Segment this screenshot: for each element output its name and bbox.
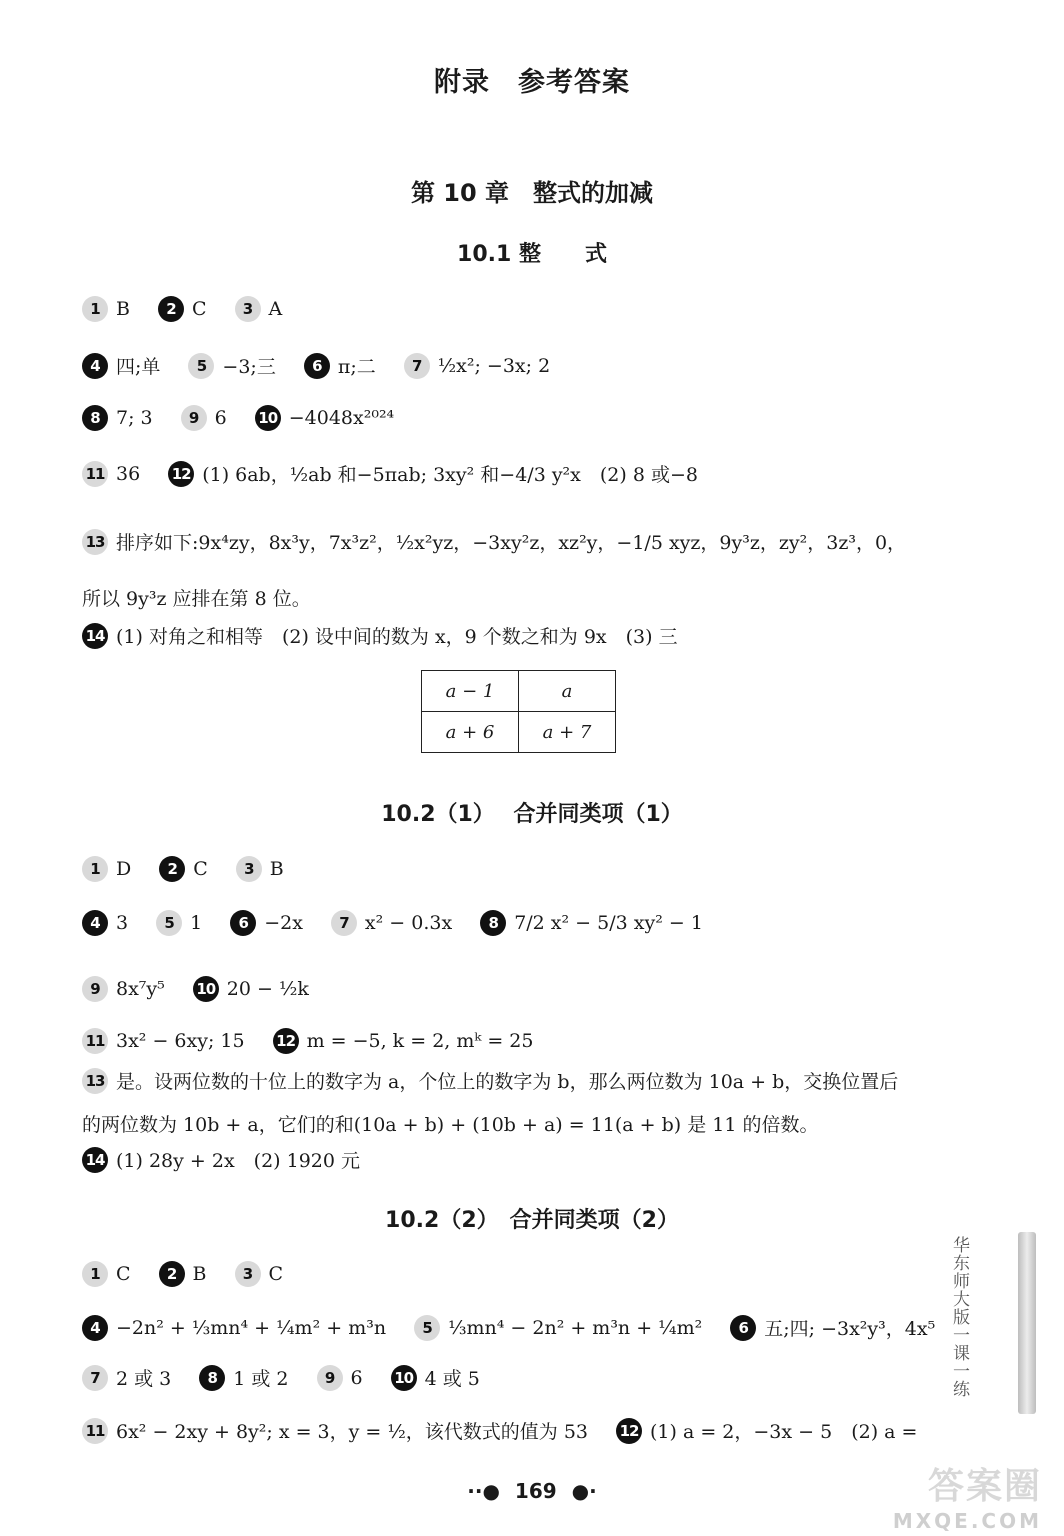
table-cell: a + 7 — [519, 712, 616, 753]
question-number: 3 — [235, 296, 261, 322]
table-cell: a − 1 — [422, 671, 519, 712]
question-number: 5 — [156, 910, 182, 936]
question-number: 10 — [193, 976, 219, 1002]
question-number: 4 — [82, 353, 108, 379]
question-number: 3 — [235, 1261, 261, 1287]
question-number: 7 — [82, 1365, 108, 1391]
question-number: 12 — [616, 1418, 642, 1444]
answer: 1 或 2 — [233, 1368, 289, 1390]
chapter-title: 第 10 章 整式的加减 — [410, 179, 654, 207]
question-number: 1 — [82, 296, 108, 322]
question-number: 10 — [391, 1365, 417, 1391]
answer-line — [82, 460, 974, 487]
question-number: 9 — [317, 1365, 343, 1391]
question-number: 6 — [230, 910, 256, 936]
question-number: 9 — [82, 976, 108, 1002]
answer: B — [192, 1263, 207, 1285]
answer: 8x⁷y⁵ — [116, 978, 165, 1000]
question-number: 14 — [82, 623, 108, 649]
question-number: 8 — [82, 405, 108, 431]
answer: (1) 6ab，½ab 和−5πab; 3xy² 和−4/3 y²x (2) 8 或−8 — [202, 464, 698, 486]
answer: C — [191, 298, 207, 320]
answer: 6x² − 2xy + 8y²; x = 3，y = ½，该代数式的值为 53 — [116, 1421, 589, 1443]
watermark-bottom: MXQE.COM — [892, 1509, 1042, 1533]
question-number: 9 — [181, 405, 207, 431]
answer: 2 或 3 — [116, 1368, 172, 1390]
answer: ⅓mn⁴ − 2n² + m³n + ¼m² — [448, 1316, 703, 1339]
answer: 4 或 5 — [424, 1368, 480, 1390]
question-number: 2 — [159, 1261, 185, 1287]
page-dots-left: ··● — [467, 1479, 500, 1503]
question-number: 1 — [82, 856, 108, 882]
question-number: 13 — [82, 529, 108, 555]
question-number: 7 — [331, 910, 357, 936]
side-label: 华东师大版一课一练 — [949, 1236, 969, 1398]
page-dots-right: ●· — [571, 1479, 597, 1503]
answer-line — [82, 976, 974, 1002]
answer-line — [82, 1417, 974, 1444]
question-number: 6 — [730, 1315, 756, 1341]
question-number: 12 — [273, 1028, 299, 1054]
answer: 20 − ½k — [226, 978, 309, 1000]
answer: D — [116, 858, 132, 880]
side-tab-decoration — [1018, 1232, 1036, 1414]
answer: 五;四; −3x²y³，4x⁵ — [764, 1318, 936, 1340]
answer: (1) 对角之和相等 (2) 设中间的数为 x，9 个数之和为 9x (3) 三 — [116, 626, 678, 648]
question-number: 5 — [188, 353, 214, 379]
question-number: 10 — [255, 405, 281, 431]
answer: 四;单 — [116, 356, 161, 378]
answer-line — [82, 352, 974, 379]
page-number: 169 — [514, 1479, 557, 1503]
answer: 6 — [214, 407, 227, 429]
answer-continuation: 的两位数为 10b + a，它们的和(10a + b) + (10b + a) = 11(a + b) 是 11 的倍数。 — [82, 1114, 819, 1136]
answer-line — [82, 1028, 974, 1054]
table-cell: a + 6 — [422, 712, 519, 753]
answer: 36 — [116, 462, 141, 485]
question-number: 6 — [304, 353, 330, 379]
answer: −2x — [264, 912, 303, 934]
answer: 排序如下:9x⁴zy，8x³y，7x³z²，½x²yz，−3xy²z，xz²y，−1/5 xyz，9y³z，zy²，3z³，0， — [116, 532, 907, 554]
question-number: 3 — [236, 856, 262, 882]
question-number: 7 — [404, 353, 430, 379]
answer: (1) a = 2，−3x − 5 (2) a = — [650, 1421, 918, 1443]
answer: C — [116, 1263, 131, 1285]
question-number: 13 — [82, 1068, 108, 1094]
question-number: 8 — [480, 910, 506, 936]
table-cell: a — [519, 671, 616, 712]
number-grid-table — [421, 670, 616, 753]
question-number: 11 — [82, 1418, 108, 1444]
answer: 6 — [350, 1366, 363, 1389]
answer-line — [82, 856, 974, 882]
question-number: 14 — [82, 1147, 108, 1173]
question-number: 4 — [82, 1315, 108, 1341]
answer-line — [82, 528, 974, 555]
answer: 3x² − 6xy; 15 — [116, 1030, 245, 1052]
question-number: 2 — [158, 296, 184, 322]
answer: 是。设两位数的十位上的数字为 a，个位上的数字为 b，那么两位数为 10a + b，交换位置后 — [116, 1071, 899, 1093]
answer: 3 — [116, 912, 129, 934]
question-number: 5 — [414, 1315, 440, 1341]
answer: ½x²; −3x; 2 — [437, 354, 551, 377]
question-number: 2 — [159, 856, 185, 882]
section-title-10-2-1: 10.2（1） 合并同类项（1） — [381, 802, 683, 827]
watermark-top: 答案圈 — [927, 1466, 1042, 1507]
answer-line — [82, 1314, 974, 1341]
answer: B — [116, 298, 130, 320]
answer-continuation: 所以 9y³z 应排在第 8 位。 — [82, 588, 311, 610]
section-title-10-2-2: 10.2（2） 合并同类项（2） — [385, 1208, 679, 1233]
answer-line — [82, 1261, 974, 1287]
question-number: 8 — [199, 1365, 225, 1391]
answer: C — [268, 1263, 284, 1285]
question-number: 12 — [168, 461, 194, 487]
answer-line — [82, 1364, 974, 1391]
answer: −4048x²⁰²⁴ — [288, 407, 395, 429]
answer: π;二 — [337, 356, 376, 378]
answer: (1) 28y + 2x (2) 1920 元 — [116, 1150, 361, 1172]
answer: 7; 3 — [116, 407, 153, 429]
answer-line — [82, 405, 974, 431]
question-number: 4 — [82, 910, 108, 936]
answer-line — [82, 910, 974, 936]
question-number: 1 — [82, 1261, 108, 1287]
answer: x² − 0.3x — [364, 912, 453, 934]
answer: −2n² + ⅓mn⁴ + ¼m² + m³n — [116, 1316, 387, 1339]
section-title-10-1: 10.1 整 式 — [457, 242, 607, 267]
answer-line — [82, 296, 974, 322]
question-number: 11 — [82, 1028, 108, 1054]
answer-line — [82, 1067, 974, 1094]
answer: −3;三 — [222, 356, 276, 378]
answer: 1 — [190, 912, 203, 934]
answer: C — [193, 858, 208, 880]
watermark-logo — [872, 1458, 1042, 1533]
answer: B — [269, 858, 284, 880]
question-number: 11 — [82, 461, 108, 487]
answer-line — [82, 1146, 974, 1173]
answer: m = −5, k = 2, mᵏ = 25 — [306, 1030, 534, 1052]
answer-line — [82, 622, 974, 649]
page-title: 附录 参考答案 — [434, 67, 630, 98]
answer: A — [268, 298, 283, 320]
answer: 7/2 x² − 5/3 xy² − 1 — [514, 912, 703, 934]
